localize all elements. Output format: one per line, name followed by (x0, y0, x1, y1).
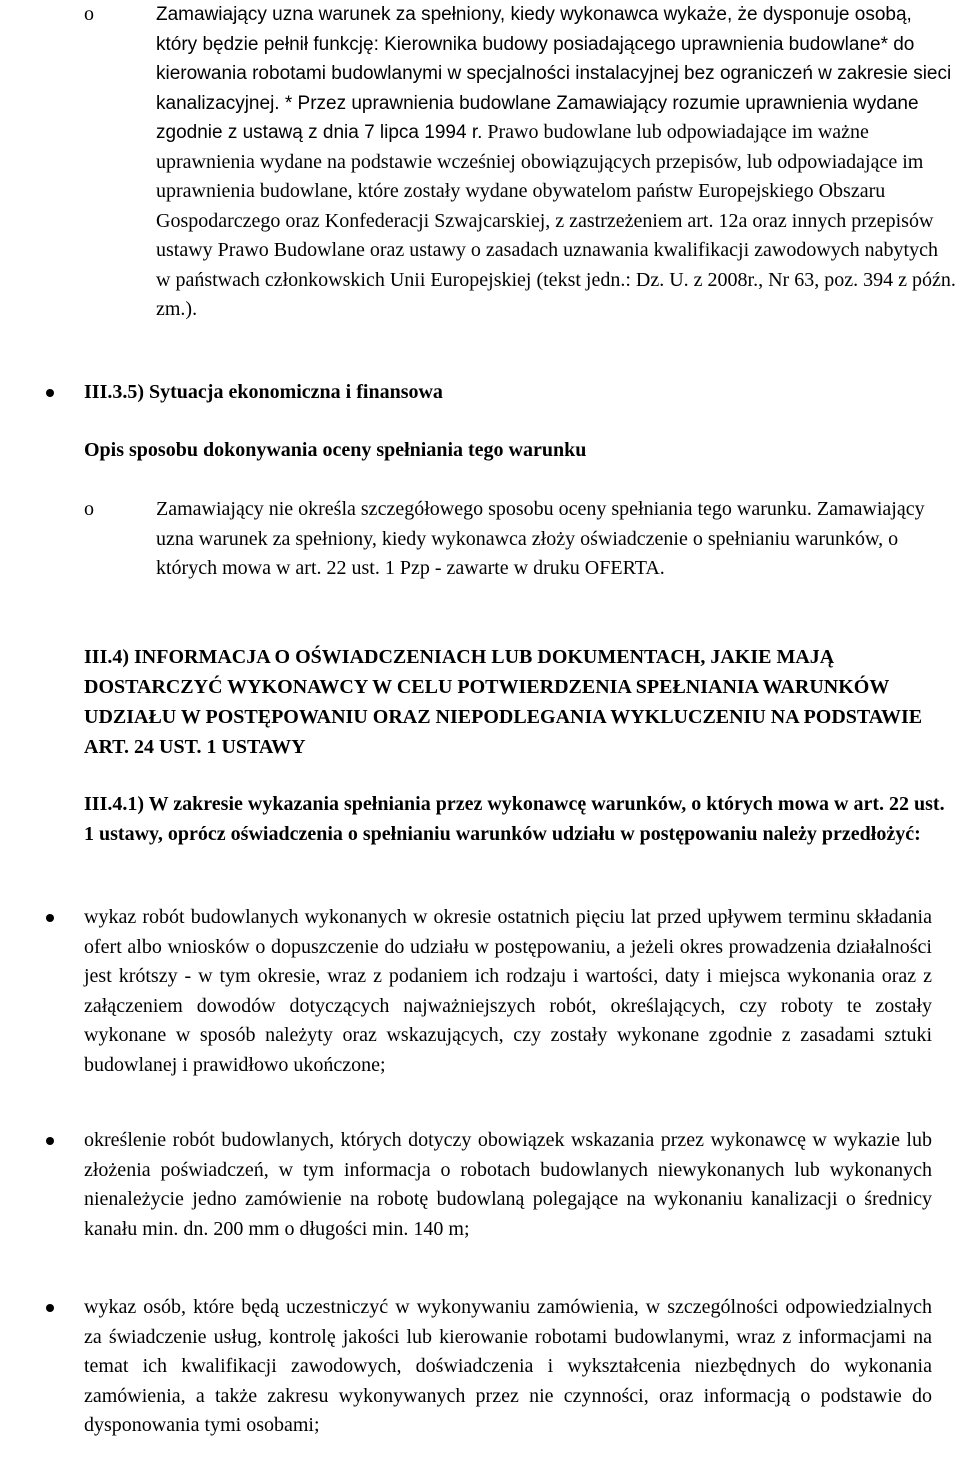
bullet-dot (46, 914, 54, 922)
bullet-dot (46, 389, 54, 397)
requirement-paragraph-kierownik (156, 0, 956, 325)
opis-heading: Opis sposobu dokonywania oceny spełniania tego warunku (84, 439, 587, 461)
section-heading-III-4: III.4) INFORMACJA O OŚWIADCZENIACH LUB DOKUMENTACH, JAKIE MAJĄ DOSTARCZYĆ WYKONAWCY W CELU POTWIERDZENIA SPEŁNIANIA WARUNKÓW UDZIAŁU W POSTĘPOWANIU ORAZ NIEPODLEGANIA WYKLUCZENIU NA PODSTAWIE ART. 24 UST. 1 USTAWY (84, 646, 923, 758)
section-heading-III-4-1: III.4.1) W zakresie wykazania spełniania przez wykonawcę warunków, o których mowa w art. 22 ust. 1 ustawy, oprócz oświadczenia o spełnianiu warunków udziału w postępowaniu należy przedłożyć: (84, 793, 945, 845)
bullet-dot (46, 1304, 54, 1312)
paragraph-text-sans: Zamawiający uzna warunek za spełniony, kiedy wykonawca wykaże, że dysponuje osobą, który będzie pełnił funkcję: Kierownika budowy posiadającego uprawnienia budowlane* do kierowania robotami budowlanymi w specjalności instalacyjnej bez ograniczeń w zakresie sieci kanalizacyjnej. * Przez uprawnienia budowlane Zamawiający rozumie uprawnienia wydane zgodnie z ustawą z dnia 7 lipca 1994 r. (156, 4, 952, 143)
list-item-okreslenie-robot: określenie robót budowlanych, których dotyczy obowiązek wskazania przez wykonawcę w wykazie lub złożenia poświadczeń, w tym informacja o robotach budowlanych niewykonanych lub wykonanych nienależycie jedno zamówienie na robotę budowlaną polegające na wykonaniu kanalizacji o średnicy kanału min. dn. 200 mm o długości min. 140 m; (84, 1129, 932, 1240)
list-item-wykaz-robot: wykaz robót budowlanych wykonanych w okresie ostatnich pięciu lat przed upływem terminu składania ofert albo wniosków o dopuszczenie do udziału w postępowaniu, a jeżeli okres prowadzenia działalności jest krótszy - w tym okresie, wraz z podaniem ich rodzaju i wartości, daty i miejsca wykonania oraz z załączeniem dowodów dotyczących najważniejszych robót, określających, czy roboty te zostały wykonane w sposób należyty oraz wskazujących, czy zostały wykonane zgodnie z zasadami sztuki budowlanej i prawidłowo ukończone; (84, 906, 932, 1076)
paragraph-text-serif: Prawo budowlane lub odpowiadające im ważne uprawnienia wydane na podstawie wcześniej obowiązujących przepisów, lub odpowiadające im uprawnienia budowlane, które zostały wydane obywatelom państw Europejskiego Obszaru Gospodarczego oraz Konfederacji Szwajcarskiej, z zastrzeżeniem art. 12a oraz innych przepisów ustawy Prawo Budowlane oraz ustawy o zasadach uznawania kwalifikacji zawodowych nabytych w państwach członkowskich Unii Europejskiej (tekst jedn.: Dz. U. z 2008r., Nr 63, poz. 394 z późn. zm.). (156, 121, 956, 320)
list-marker-o: o (84, 498, 94, 520)
section-heading-III-3-5: III.3.5) Sytuacja ekonomiczna i finansowa (84, 381, 443, 403)
requirement-paragraph-ekonomiczna: Zamawiający nie określa szczegółowego sposobu oceny spełniania tego warunku. Zamawiający uzna warunek za spełniony, kiedy wykonawca złoży oświadczenie o spełnianiu warunków, o których mowa w art. 22 ust. 1 Pzp - zawarte w druku OFERTA. (156, 498, 925, 579)
bullet-dot (46, 1137, 54, 1145)
list-marker-o: o (84, 3, 94, 25)
list-item-wykaz-osob: wykaz osób, które będą uczestniczyć w wykonywaniu zamówienia, w szczególności odpowiedzialnych za świadczenie usług, kontrolę jakości lub kierowanie robotami budowlanymi, wraz z informacjami na temat ich kwalifikacji zawodowych, doświadczenia i wykształcenia niezbędnych do wykonania zamówienia, a także zakresu wykonywanych przez nie czynności, oraz informacją o podstawie do dysponowania tymi osobami; (84, 1296, 932, 1436)
